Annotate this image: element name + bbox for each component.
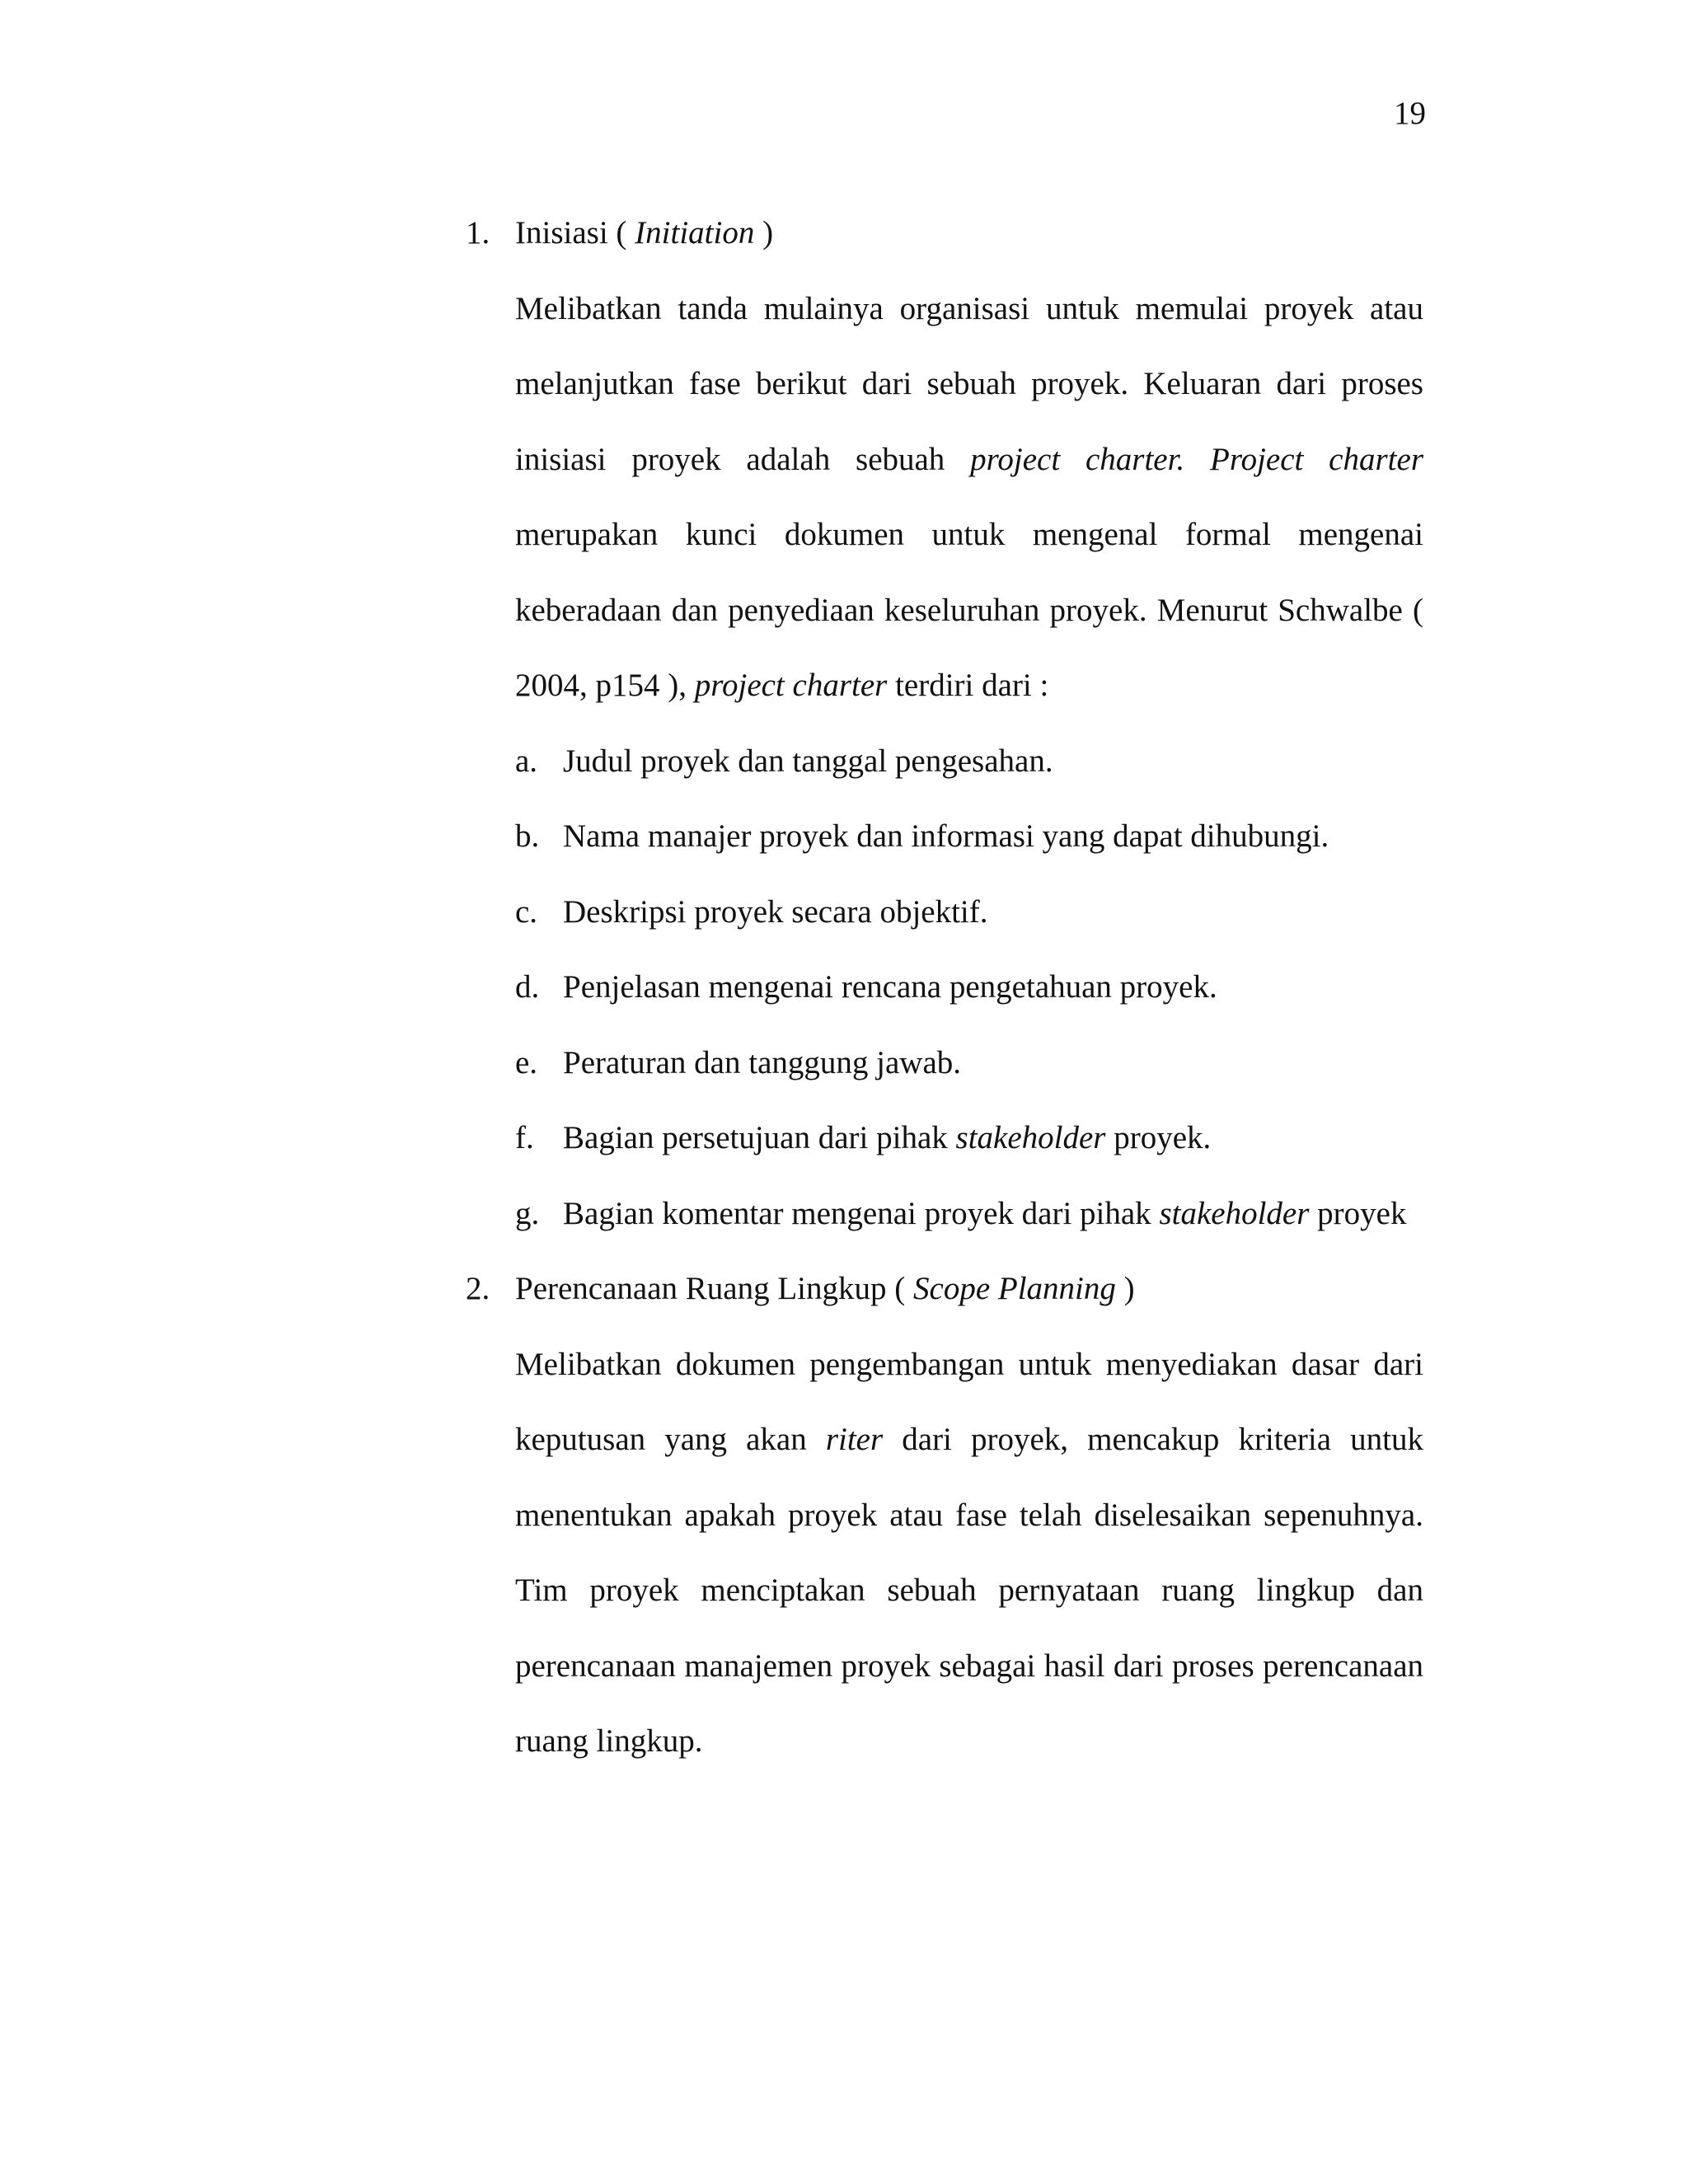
page-number: 19 (1394, 96, 1426, 131)
list-item (515, 799, 1423, 874)
section-heading-initiation (466, 195, 1423, 271)
paragraph-text: dari proyek, mencakup kriteria untuk menentukan apakah proyek atau fase telah diselesaikan sepenuhnya. Tim proyek menciptakan sebuah pernyataan ruang lingkup dan perencanaan manajemen proyek sebagai hasil dari proses perencanaan ruang lingkup. (515, 1422, 1423, 1759)
paragraph-text: terdiri dari : (887, 668, 1049, 703)
paragraph-text: merupakan kunci dokumen untuk mengenal formal mengenai keberadaan dan penyediaan keseluruhan proyek. Menurut Schwalbe ( 2004, p154 ), (515, 517, 1423, 703)
list-text: Penjelasan mengenai rencana pengetahuan proyek. (563, 969, 1217, 1005)
section-number: 1. (466, 215, 490, 251)
list-text-term: stakeholder (1159, 1195, 1310, 1231)
list-item (515, 1176, 1423, 1252)
paragraph-term: project charter. Project charter (970, 441, 1423, 477)
section-title-english: Initiation (635, 215, 755, 251)
paragraph-term: riter (825, 1422, 884, 1457)
list-letter: d. (515, 969, 540, 1005)
list-text-part: Bagian komentar mengenai proyek dari pihak (563, 1195, 1160, 1231)
list-text: Deskripsi proyek secara objektif. (563, 893, 988, 930)
paragraph-term: project charter (694, 668, 888, 703)
list-text: Judul proyek dan tanggal pengesahan. (563, 743, 1053, 779)
section-title-close: ) (754, 215, 774, 251)
list-text (563, 1100, 1211, 1176)
list-letter: c. (515, 893, 538, 930)
list-text-term: stakeholder (955, 1120, 1106, 1155)
list-letter: f. (515, 1120, 534, 1155)
paragraph-text: Melibatkan dokumen pengembangan untuk menyediakan dasar dari keputusan yang akan (515, 1346, 1423, 1457)
section-title-text: Inisiasi ( (515, 215, 635, 251)
section-title (515, 195, 773, 271)
list-text-part: Bagian persetujuan dari pihak (563, 1120, 956, 1155)
section-number: 2. (466, 1271, 490, 1306)
list-letter: a. (515, 743, 538, 779)
section-heading-scope-planning (466, 1251, 1423, 1327)
list-item (515, 1025, 1423, 1101)
section-title (515, 1251, 1135, 1327)
list-item (515, 1100, 1423, 1176)
list-item (515, 874, 1423, 950)
document-body (466, 195, 1423, 1779)
list-item (515, 724, 1423, 799)
list-text-part: proyek (1309, 1195, 1407, 1231)
project-charter-list (515, 724, 1423, 1252)
list-item (515, 949, 1423, 1025)
section-title-text: Perencanaan Ruang Lingkup ( (515, 1271, 914, 1306)
list-letter: g. (515, 1195, 540, 1231)
list-letter: e. (515, 1044, 538, 1080)
section-title-close: ) (1115, 1271, 1135, 1306)
list-text: Peraturan dan tanggung jawab. (563, 1044, 962, 1080)
list-text-part: proyek. (1105, 1120, 1212, 1155)
section-title-english: Scope Planning (913, 1271, 1116, 1306)
section-paragraph-scope-planning (515, 1327, 1423, 1779)
list-text: Nama manajer proyek dan informasi yang dapat dihubungi. (563, 818, 1329, 854)
section-paragraph-initiation (515, 271, 1423, 724)
list-letter: b. (515, 818, 540, 854)
list-text (563, 1176, 1406, 1252)
paragraph-text: Melibatkan tanda mulainya organisasi untuk memulai proyek atau melanjutkan fase berikut dari sebuah proyek. Keluaran dari proses inisiasi proyek adalah sebuah (515, 290, 1423, 477)
